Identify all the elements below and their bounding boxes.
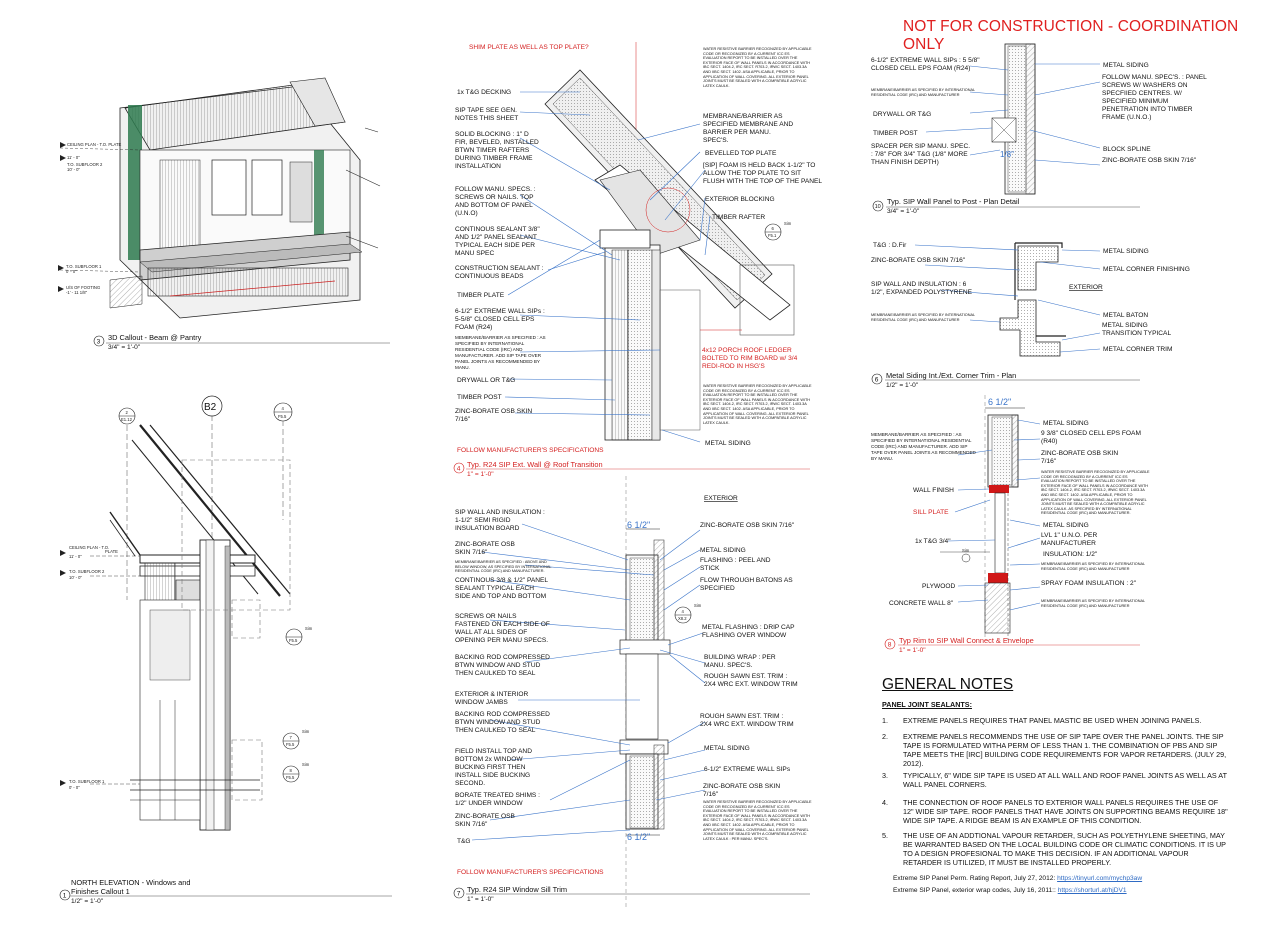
section-tag[interactable] — [283, 729, 310, 749]
svg-text:Sim: Sim — [694, 603, 702, 608]
level-marker-icon — [60, 155, 66, 161]
view-title: Typ Rim to SIP Wall Connect & Envelope — [899, 636, 1034, 645]
section-marker-icon — [962, 554, 970, 562]
section-tag[interactable] — [765, 221, 792, 240]
callout-label: ROUGH SAWN EST. TRIM : 2X4 WRC EXT. WINDOW TRIM — [704, 673, 798, 688]
view-scale: 1" = 1'-0" — [899, 647, 926, 654]
callout-label: 9 3/8" CLOSED CELL EPS FOAM (R40) — [1041, 430, 1141, 445]
callout-label: SIP WALL AND INSULATION : 1-1/2" SEMI RIGID INSULATION BOARD — [455, 509, 545, 532]
level-marker-icon — [60, 780, 66, 786]
svg-text:6: 6 — [771, 226, 774, 231]
callout-label: FIELD INSTALL TOP AND BOTTOM 2x WINDOW BUCKING FIRST THEN INSTALL SIDE BUCKING SECOND. — [455, 748, 532, 787]
callout-label: EXTERIOR & INTERIOR WINDOW JAMBS — [455, 691, 529, 706]
callout-label: 6-1/2" EXTREME WALL SIPs : 5-5/8" CLOSED CELL EPS FOAM (R24) — [455, 308, 545, 331]
svg-text:F5.1: F5.1 — [768, 233, 777, 238]
svg-text:8: 8 — [289, 768, 292, 773]
callout-label: ZINC-BORATE OSB SKIN 7/16" — [700, 522, 795, 529]
callout-label: METAL SIDING — [1043, 420, 1089, 427]
sim-label: Sim — [962, 548, 970, 553]
view-number: 1 — [62, 892, 67, 900]
sill-plate-label: SILL PLATE — [913, 509, 949, 516]
detail-roof-transition — [454, 42, 823, 478]
callout-label: [SIP] FOAM IS HELD BACK 1-1/2" TO ALLOW THE TOP PLATE TO SIT FLUSH WITH THE TOP OF THE PANEL — [703, 162, 823, 185]
wrb-note: WATER RESISTIVE BARRIER RECOGNIZED BY APPLICABLE CODE OR RECOGNIZED BY A CURRENT ICC ES EVALUATION REPORT TO BE INSTALLED OVER THE EXTERIOR FACE OF WALL PANELS IN ACCORDANCE WITH IBC SECT. 1404.2, IRC SECT. R703.2, IRWC SECT. 1403.3A AND IIBC SECT. 1402. ASA APPLICABLE, PRIOR TO APPLICATION OF WALL COVERING. ALL EXTERIOR PANEL JOINTS MUST BE SEALED WITH A COMPATIBLE ACRYLIC LATEX CAULK. — [703, 47, 812, 88]
callout-label: BACKING ROD COMPRESSED BTWN WINDOW AND STUD THEN CAULKED TO SEAL — [455, 711, 550, 734]
callout-label: CONSTRUCTION SEALANT : CONTINUOUS BEADS — [455, 265, 544, 280]
svg-text:X8.2: X8.2 — [678, 616, 687, 621]
callout-label: LVL 1" U.N.O. PER MANUFACTURER — [1041, 532, 1098, 547]
callout-label: METAL SIDING — [704, 745, 750, 752]
callout-label: METAL SIDING TRANSITION TYPICAL — [1102, 322, 1172, 337]
callout-label: FOLLOW MANU. SPEC'S. : PANEL SCREWS W/ WASHERS ON SPECFIIED CENTRES. W/ SPECIFIED MINIMUM PENETRATION INTO TIMBER FRAME (U.N.O.) — [1102, 74, 1207, 121]
view-number: 4 — [456, 465, 461, 473]
detail-panel-to-post — [871, 44, 1212, 215]
callout-label: DRYWALL OR T&G — [873, 111, 932, 118]
view-title: 3D Callout - Beam @ Pantry — [108, 333, 202, 342]
callout-label: TIMBER PLATE — [457, 292, 505, 299]
reference-label: Extreme SIP Panel Perm. Rating Report, July 27, 2012: — [893, 875, 1056, 882]
callout-label: METAL SIDING — [1103, 62, 1149, 69]
view-number: 10 — [874, 204, 881, 210]
follow-manufacturer-note: FOLLOW MANUFACTURER'S SPECIFICATIONS — [457, 447, 604, 454]
callout-label: BLOCK SPLINE — [1103, 146, 1151, 153]
level-marker-icon — [60, 570, 66, 576]
callout-label: MEMBRANE/BARRIER AS SPECIFIED BY INTERNATIONAL RESIDENTIAL CODE (IRC) AND MANUFACTURER — [1041, 562, 1145, 571]
callout-label: MEMBRANE/BARRIER AS SPECIFIED : ABOVE AND BELOW WINDOW, AS SPECIFIED BY INTERNATIONAL RESIDENTIAL CODE (IRC) AND MANUFACTURER. — [455, 560, 552, 574]
callout-label: TIMBER RAFTER — [712, 214, 766, 221]
svg-text:Sim: Sim — [305, 626, 313, 631]
callout-label: METAL SIDING — [1043, 522, 1089, 529]
view-scale: 1" = 1'-0" — [467, 471, 494, 478]
reference-row — [893, 887, 1127, 894]
note-number: 2. — [882, 732, 888, 741]
grid-label: B2 — [204, 402, 217, 413]
note-text: EXTREME PANELS REQUIRES THAT PANEL MASTIC BE USED WHEN JOINING PANELS. — [903, 716, 1202, 725]
view-title: Typ. R24 SIP Window Sill Trim — [467, 885, 568, 894]
level-elev: -1' - 11 1/8" — [66, 290, 88, 295]
svg-text:Sim: Sim — [784, 221, 792, 226]
wrb-note: WATER RESISTIVE BARRIER RECOGNIZED BY APPLICABLE CODE OR RECOGNIZED BY A CURRENT ICC ES EVALUATION REPORT TO BE INSTALLED OVER THE EXTERIOR FACE OF WALL PANELS IN ACCORDANCE WITH IBC SECT. 1404.2, IRC SECT. R703.2, IRWC SECT. 1403.3A AND IIBC SECT. 1402. ASA APPLICABLE, PRIOR TO APPLICATION OF WALL COVERING. ALL EXTERIOR PANEL JOINTS MUST BE SEALED WITH A COMPATIBLE ACRYLIC LATEX CAULK. — [703, 384, 812, 425]
view-title: Typ. R24 SIP Ext. Wall @ Roof Transition — [467, 460, 603, 469]
level-elev: 11' - 0" — [67, 155, 80, 160]
level-marker-icon — [60, 550, 66, 556]
callout-label: METAL BATON — [1103, 312, 1149, 319]
reference-row — [893, 875, 1142, 882]
level-elev: 0' - 0" — [66, 269, 77, 274]
callout-label: MEMBRANE/BARRIER AS SPECIFIED BY INTERNATIONAL RESIDENTIAL CODE (IRC) AND MANUFACTURER — [871, 313, 975, 322]
callout-label: PLYWOOD — [922, 583, 956, 590]
svg-text:F5.5: F5.5 — [286, 742, 295, 747]
view-scale: 3/4" = 1'-0" — [108, 344, 141, 351]
callout-label: T&G — [457, 838, 471, 845]
callout-label: FLOW THROUGH BATONS AS SPECIFIED — [700, 577, 793, 592]
callout-label: METAL SIDING — [700, 547, 746, 554]
dimension-label: 6 1/2" — [627, 832, 651, 842]
level-elev: 0' - 0" — [69, 785, 80, 790]
svg-text:4: 4 — [281, 406, 284, 411]
shim-note: SHIM PLATE AS WELL AS TOP PLATE? — [469, 44, 589, 51]
callout-label: BEVELLED TOP PLATE — [705, 150, 777, 157]
callout-label: METAL CORNER FINISHING — [1103, 266, 1190, 273]
callout-label: ZINC-BORATE OSB SKIN 7/16" — [1041, 450, 1119, 465]
svg-text:2: 2 — [125, 410, 128, 415]
reference-link[interactable]: https://shorturl.at/hjDV1 — [1057, 887, 1127, 894]
callout-label: TIMBER POST — [873, 130, 918, 137]
level-marker-icon — [58, 286, 64, 292]
sill-plate-mark — [989, 485, 1009, 493]
section-tag[interactable] — [675, 603, 702, 623]
note-text: TYPICALLY, 6" WIDE SIP TAPE IS USED AT ALL WALL AND ROOF PANEL JOINTS AS WELL AS AT WALL PANEL CORNERS. — [903, 771, 1227, 789]
view-title: Metal Siding Int./Ext. Corner Trim - Plan — [886, 371, 1017, 380]
callout-label: SCREWS OR NAILS FASTENED ON EACH SIDE OF WALL AT ALL SIDES OF OPENING PER MANU SPECS. — [455, 613, 550, 644]
callout-label: SPACER PER SIP MANU. SPEC. : 7/8" FOR 3/4" T&G (1/8" MORE THAN FINISH DEPTH) — [871, 143, 971, 166]
callout-label: SPRAY FOAM INSULATION : 2" — [1041, 580, 1137, 587]
level-marker-icon — [60, 142, 66, 148]
callout-label: BORATE TREATED SHIMS : 1/2" UNDER WINDOW — [455, 792, 540, 807]
callout-label: BUILDING WRAP : PER MANU. SPEC'S. — [704, 654, 776, 669]
view-scale: 1/2" = 1'-0" — [71, 898, 104, 905]
section-tag[interactable] — [286, 626, 313, 645]
level-name: T.O. SUBFLOOR 2 — [69, 569, 105, 574]
callout-label: METAL FLASHING : DRIP CAP FLASHING OVER WINDOW — [702, 624, 795, 639]
dimension-label: 6 1/2" — [988, 397, 1012, 407]
callout-label: MEMBRANE/BARRIER AS SPECIFIED BY INTERNATIONAL RESIDENTIAL CODE (IRC) AND MANUFACTURER — [871, 88, 975, 97]
callout-label: INSULATION: 1/2" — [1043, 551, 1098, 558]
view-scale: 1/2" = 1'-0" — [886, 382, 919, 389]
view-scale: 3/4" = 1'-0" — [887, 208, 920, 215]
level-name: CEILING PLAN - T.O. PLATE — [67, 142, 122, 147]
svg-text:Sim: Sim — [302, 729, 310, 734]
callout-label: METAL SIDING — [1103, 248, 1149, 255]
section-tag[interactable] — [119, 408, 135, 424]
callout-label: EXTERIOR BLOCKING — [705, 196, 775, 203]
level-name: U/S OF FOOTING — [66, 285, 101, 290]
dimension-label: 1/8" — [1000, 150, 1014, 159]
level-elev: 10' - 0" — [69, 575, 82, 580]
callout-label: 1x T&G 3/4" — [915, 538, 951, 545]
callout-label: SIP TAPE SEE GEN. NOTES THIS SHEET — [455, 107, 519, 122]
reference-label: Extreme SIP Panel, exterior wrap codes, July 16, 2011:: — [893, 887, 1056, 894]
section-tag[interactable] — [274, 403, 292, 421]
callout-label: ROUGH SAWN EST. TRIM : 2X4 WRC EXT. WINDOW TRIM — [700, 713, 794, 728]
callout-label: MEMBRANE/BARRIER AS SPECIFIED : AS SPECIFIED BY INTERNATIONAL RESIDENTIAL CODE (IRC) AND MANUFACTURER. ADD SIP TAPE OVER PANEL JOINTS AS RECOMMENDED BY MANU. — [871, 432, 976, 461]
not-for-construction-stamp: NOT FOR CONSTRUCTION - COORDINATION ONLY — [903, 18, 1239, 53]
porch-ledger-note: 4x12 PORCH ROOF LEDGER BOLTED TO RIM BOARD w/ 3/4 REDI-ROD IN HSG'S — [702, 347, 798, 370]
section-tag[interactable] — [283, 762, 310, 782]
callout-label: 6-1/2" EXTREME WALL SIPs : 5 5/8" CLOSED CELL EPS FOAM (R24) — [871, 57, 980, 72]
level-elev: 10' - 0" — [67, 167, 80, 172]
view-scale: 1" = 1'-0" — [467, 896, 494, 903]
view-number: 8 — [887, 641, 892, 649]
callout-label: ZINC-BORATE OSB SKIN 7/16" — [703, 783, 781, 798]
note-text: THE USE OF AN ADDTIONAL VAPOUR RETARDER, SUCH AS POLYETHYLENE SHEETING, MAY BE WARRANTED BASED ON THE LOCAL BUILDING CODE OR CLIMATIC CONDITIONS. IT IS UP TO A DESIGN PROFESIONAL TO MAKE THIS DECISION. IF AN ADDITIONAL VAPOUR RETARDER IS UTILIZED, IT MUST BE INSTALLED PROPERLY. — [903, 831, 1226, 867]
callout-label: METAL SIDING — [705, 440, 751, 447]
svg-text:F5.5: F5.5 — [286, 775, 295, 780]
level-name: CEILING PLAN - T.O. — [69, 545, 110, 550]
exterior-label: EXTERIOR — [704, 495, 738, 502]
callout-label: MEMBRANE/BARRIER AS SPECIFIED : AS SPECIFIED BY INTERNATIONAL RESIDENTIAL CODE (IRC) AND MANUFACTURER. ADD SIP TAPE OVER PANEL JOINTS AS RECOMMENDED BY MANU. — [455, 335, 546, 370]
view-title: Typ. SIP Wall Panel to Post - Plan Detail — [887, 197, 1020, 206]
callout-label: CONCRETE WALL 8" — [889, 600, 954, 607]
callout-label: METAL CORNER TRIM — [1103, 346, 1173, 353]
callout-label: WALL FINISH — [913, 487, 954, 494]
callout-label: FOLLOW MANU. SPECS. : SCREWS OR NAILS. TOP AND BOTTOM OF PANEL (U.N.O) — [455, 186, 536, 217]
svg-text:F5.5: F5.5 — [278, 414, 287, 419]
view-title: Finishes Callout 1 — [71, 887, 130, 896]
callout-label: 1x T&G DECKING — [457, 89, 512, 96]
view-number: 6 — [874, 376, 879, 384]
level-elev: 11' - 0" — [69, 554, 82, 559]
detail-rim-to-sip — [871, 395, 1151, 654]
view-north-elevation — [60, 396, 392, 905]
note-text: EXTREME PANELS RECOMMENDS THE USE OF SIP TAPE OVER THE PANEL JOINTS. THE SIP TAPE IS FORMULATED WITHA PERM OF LESS THAN 1. THE COMBINATION OF PBS AND SIP TAPE MEETS THE [IRC] BUILDING CODE REQUIREMENTS FOR VAPOR RETARDERS. (JULY 29, 2012). — [903, 732, 1227, 768]
note-number: 5. — [882, 831, 888, 840]
callout-label: SIP WALL AND INSULATION : 6 1/2", EXPANDED POLYSTYRENE — [871, 281, 973, 296]
callout-label: DRYWALL OR T&G — [457, 377, 516, 384]
detail-window-sill-trim — [454, 476, 813, 910]
wrb-note: WATER RESISTIVE BARRIER RECOGNIZED BY APPLICABLE CODE OR RECOGNIZED BY A CURRENT ICC ES EVALUATION REPORT TO BE INSTALLED OVER THE EXTERIOR FACE OF WALL PANELS IN ACCORDANCE WITH IBC SECT. 1404.2, IRC SECT. R703.2, IRWC SECT. 1403.3A AND IIBC SECT. 1402. ASA APPLICABLE, PRIOR TO APPLICATION OF WALL COVERING. ALL EXTERIOR PANEL JOINTS MUST BE SEALED WITH A COMPATIBLE ACRYLIC LATEX CAULK : PER MANU. SPEC'S. — [703, 800, 812, 841]
level-name: T.O. SUBFLOOR 2 — [67, 162, 103, 167]
callout-label: T&G : D.Fir — [873, 242, 907, 249]
view-number: 7 — [456, 890, 461, 898]
callout-label: TIMBER POST — [457, 394, 502, 401]
wrb-note: WATER RESISTIVE BARRIER RECOGNIZED BY APPLICABLE CODE OR RECOGNIZED BY A CURRENT ICC ES EVALUATION REPORT TO BE INSTALLED OVER THE EXTERIOR FACE OF WALL PANELS IN ACCORDANCE WITH IBC SECT. 1404.2, IRC SECT. R703.2, IRWC SECT. 1403.3A AND IIBC SECT. 1402. ASA APPLICABLE, PRIOR TO APPLICATION OF WALL COVERING. ALL EXTERIOR PANEL JOINTS MUST BE SEALED WITH A COMPATIBLE ACRYLIC LATEX CAULK. AS SPECIFIED BY INTERNATIONAL RESIDENTIAL CODE (IRC) AND MANUFACTURER. — [1041, 470, 1150, 516]
detail-corner-trim — [871, 242, 1190, 389]
reference-link[interactable]: https://tinyurl.com/mychp3aw — [1057, 875, 1143, 882]
callout-label: BACKING ROD COMPRESSED BTWN WINDOW AND STUD THEN CAULKED TO SEAL — [455, 654, 550, 677]
callout-label: MEMBRANE/BARRIER AS SPECIFIED MEMBRANE AND BARRIER PER MANU. SPEC'S. — [703, 113, 794, 144]
svg-text:7: 7 — [289, 735, 292, 740]
svg-text:F5.5: F5.5 — [289, 638, 298, 643]
callout-label: MEMBRANE/BARRIER AS SPECIFIED BY INTERNATIONAL RESIDENTIAL CODE (IRC) AND MANUFACTURER — [1041, 599, 1145, 608]
level-name: PLATE — [105, 549, 118, 554]
callout-label: SOLID BLOCKING : 1" D FIR, BEVELED, INSTALLED BTWN TIMER RAFTERS DURING TIMBER FRAME INSTALLATION — [455, 131, 539, 170]
general-notes-title: GENERAL NOTES — [882, 676, 1014, 693]
callout-label: ZINC-BORATE OSB SKIN 7/16" — [1102, 157, 1197, 164]
view-3d-callout — [58, 78, 390, 351]
note-number: 1. — [882, 716, 888, 725]
note-number: 4. — [882, 798, 888, 807]
note-text: THE CONNECTION OF ROOF PANELS TO EXTERIOR WALL PANELS REQUIRES THE USE OF 12" WIDE SIP TAPE. ROOF PANELS THAT HAVE JOINTS ON SUPPORTING BEAMS REQUIRE 18" WIDE SIP TAPE. A RIDGE BEAM IS AN EXAMPLE OF THIS CONDITION. — [903, 798, 1228, 825]
note-number: 3. — [882, 771, 888, 780]
svg-text:E1.12: E1.12 — [121, 417, 132, 422]
callout-label: CONTINOUS SEALANT 3/8" AND 1/2" PANEL SEALANT TYPICAL EACH SIDE PER MANU SPEC — [455, 226, 540, 257]
callout-label: ZINC-BORATE OSB SKIN 7/16" — [455, 408, 533, 423]
callout-label: ZINC-BORATE OSB SKIN 7/16" — [871, 257, 966, 264]
svg-text:Sim: Sim — [302, 762, 310, 767]
svg-text:4: 4 — [681, 609, 684, 614]
callout-label: CONTINOUS 3/8 & 1/2" PANEL SEALANT TYPICAL EACH SIDE AND TOP AND BOTTOM — [455, 577, 548, 600]
follow-manufacturer-note: FOLLOW MANUFACTURER'S SPECIFICATIONS — [457, 869, 604, 876]
level-name: T.O. SUBFLOOR 1 — [66, 264, 102, 269]
callout-label: 6-1/2" EXTREME WALL SIPs — [704, 766, 791, 773]
dimension-label: 6 1/2" — [627, 520, 651, 530]
callout-label: ZINC-BORATE OSB SKIN 7/16" — [455, 541, 515, 556]
rim-board-mark — [988, 573, 1008, 583]
level-name: T.O. SUBFLOOR 1 — [69, 779, 105, 784]
view-title: NORTH ELEVATION - Windows and — [71, 878, 191, 887]
callout-label: FLASHING : PEEL AND STICK — [700, 557, 771, 572]
view-number: 3 — [96, 338, 101, 346]
exterior-label: EXTERIOR — [1069, 284, 1103, 291]
general-notes-subtitle: PANEL JOINT SEALANTS: — [882, 700, 972, 709]
callout-label: ZINC-BORATE OSB SKIN 7/16" — [455, 813, 515, 828]
